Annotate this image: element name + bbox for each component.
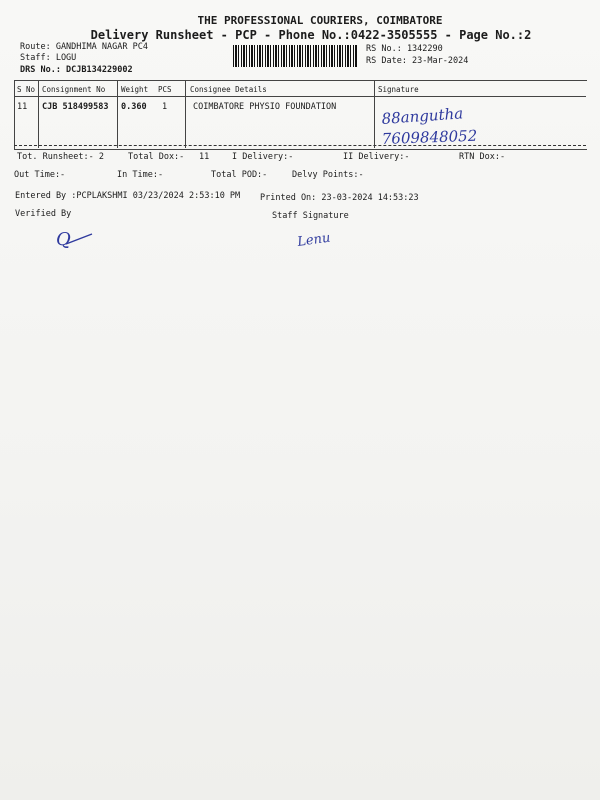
delvy-points: Delvy Points:- — [292, 170, 364, 180]
company-title: THE PROFESSIONAL COURIERS, COIMBATORE — [197, 14, 443, 27]
col-weight: Weight — [121, 85, 149, 94]
total-pod: Total POD:- — [211, 170, 268, 180]
rs-number: RS No.: 1342290 — [366, 44, 443, 54]
receiver-signature-name: 88angutha — [381, 104, 464, 128]
divider — [14, 145, 586, 146]
verifier-signature-mark: Q — [56, 229, 71, 250]
table-header-divider — [14, 96, 586, 97]
route-label: Route: GANDHIMA NAGAR PC4 — [20, 42, 148, 52]
col-divider — [38, 80, 39, 148]
runsheet-title: Delivery Runsheet - PCP - Phone No.:0422-3505555 - Page No.:2 — [90, 28, 532, 42]
verifier-signature — [52, 226, 98, 252]
out-time: Out Time:- — [14, 170, 66, 180]
row-pcs: 1 — [162, 102, 168, 112]
col-divider — [117, 80, 118, 148]
printed-on: Printed On: 23-03-2024 14:53:23 — [260, 193, 419, 203]
i-delivery: I Delivery:- — [232, 152, 294, 162]
rs-date: RS Date: 23-Mar-2024 — [366, 56, 469, 66]
rtn-dox: RTN Dox:- — [459, 152, 506, 162]
row-weight: 0.360 — [121, 102, 147, 112]
entered-by: Entered By :PCPLAKSHMI 03/23/2024 2:53:10 PM — [15, 191, 241, 201]
col-consignment: Consignment No — [42, 85, 106, 94]
row-sno: 11 — [17, 102, 28, 112]
verified-by: Verified By — [15, 209, 72, 219]
total-dox-label: Total Dox:- — [128, 152, 185, 162]
total-dox-value: 11 — [199, 152, 210, 162]
staff-signature-mark: Lenu — [296, 230, 332, 250]
tot-runsheet: Tot. Runsheet:- 2 — [17, 152, 104, 162]
col-signature: Signature — [378, 85, 419, 94]
drs-number: DRS No.: DCJB134229002 — [20, 65, 133, 75]
col-consignee: Consignee Details — [190, 85, 267, 94]
row-consignee: COIMBATORE PHYSIO FOUNDATION — [193, 102, 337, 112]
col-divider — [185, 80, 186, 148]
staff-signature — [296, 226, 342, 252]
row-consignment: CJB 518499583 — [42, 102, 109, 112]
staff-signature-label: Staff Signature — [272, 211, 349, 221]
col-divider — [374, 80, 375, 148]
col-sno: S No — [17, 85, 36, 94]
ii-delivery: II Delivery:- — [343, 152, 410, 162]
receiver-signature-phone: 7609848052 — [381, 126, 478, 148]
barcode — [233, 45, 358, 67]
in-time: In Time:- — [117, 170, 164, 180]
col-pcs: PCS — [158, 85, 172, 94]
staff-label: Staff: LOGU — [20, 53, 77, 63]
